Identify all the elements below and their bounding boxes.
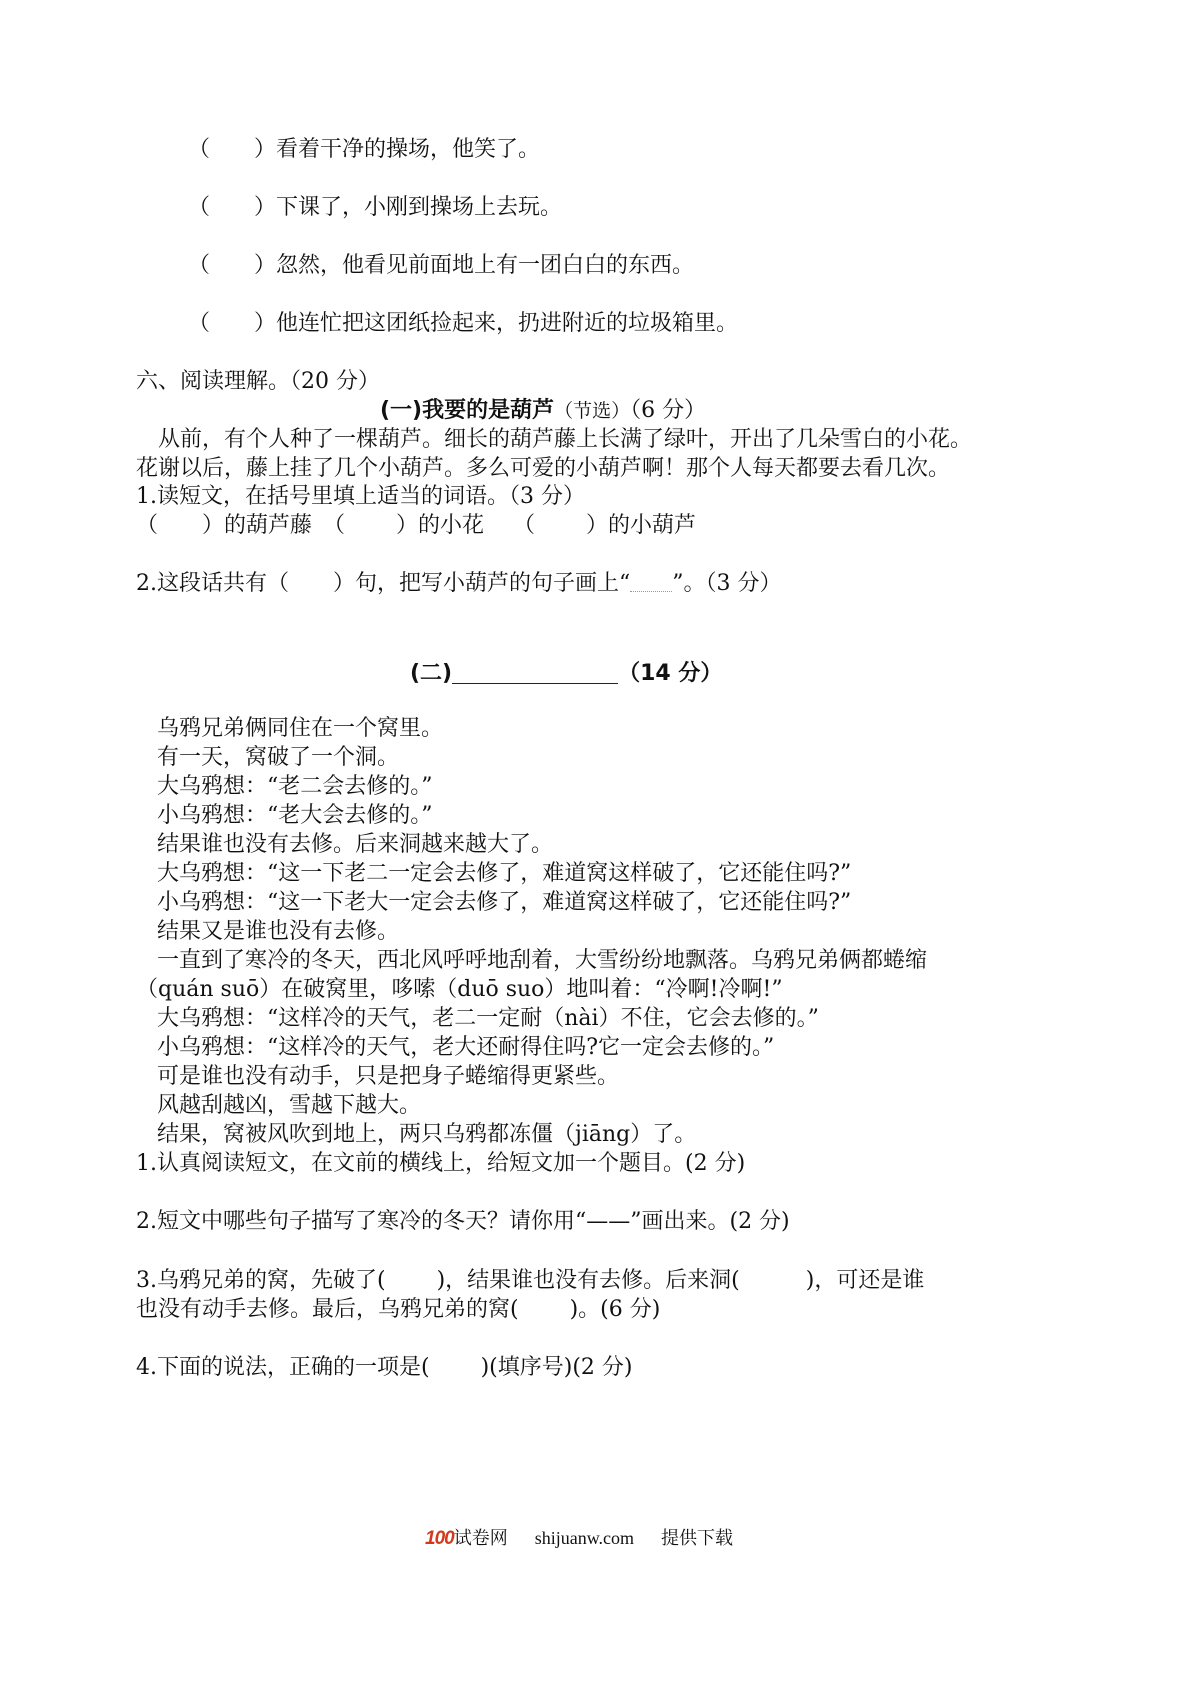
part1-title-score: （6 分） (630, 398, 707, 423)
passage-line: 乌鸦兄弟俩同住在一个窝里。 (157, 716, 444, 741)
site-logo: 100 (425, 1528, 454, 1549)
passage-line: 可是谁也没有动手，只是把身子蜷缩得更紧些。 (157, 1064, 620, 1089)
passage-line: 结果又是谁也没有去修。 (157, 919, 400, 944)
site-name: 试卷网 (453, 1528, 508, 1548)
footer (425, 1526, 733, 1551)
section-heading: 六、阅读理解。（20 分） (136, 369, 380, 394)
passage-line: 小乌鸦想：“这一下老大一定会去修了，难道窝这样破了，它还能住吗?” (157, 890, 852, 915)
part2-title-score: （14 分） (618, 661, 723, 686)
passage-line: （quán suō）在破窝里，哆嗦（duō suo）地叫着：“冷啊!冷啊!” (136, 977, 783, 1002)
question-1: 1.认真阅读短文，在文前的横线上，给短文加一个题目。(2 分) (136, 1151, 746, 1176)
question-2: 2.这段话共有（ ）句，把写小葫芦的句子画上“ ”。（3 分） (136, 571, 782, 596)
passage-line: 大乌鸦想：“这样冷的天气，老二一定耐（nài）不住，它会去修的。” (157, 1006, 819, 1031)
passage-line: 从前，有个人种了一棵葫芦。细长的葫芦藤上长满了绿叶，开出了几朵雪白的小花。 (136, 427, 973, 452)
passage-line: 风越刮越凶，雪越下越大。 (157, 1093, 422, 1118)
passage-line: 结果谁也没有去修。后来洞越来越大了。 (157, 832, 554, 857)
part1-title-main: (一)我要的是葫芦 (380, 398, 555, 423)
passage-line: 大乌鸦想：“这一下老二一定会去修了，难道窝这样破了，它还能住吗?” (157, 861, 852, 886)
question-2: 2.短文中哪些句子描写了寒冷的冬天？请你用“——”画出来。(2 分) (136, 1209, 790, 1234)
passage-line: 小乌鸦想：“老大会去修的。” (157, 803, 433, 828)
part1-title-note: （节选） (554, 400, 631, 422)
question-1-blanks: （ ）的葫芦藤 （ ）的小花 （ ）的小葫芦 (136, 513, 696, 538)
passage-line: 花谢以后，藤上挂了几个小葫芦。多么可爱的小葫芦啊！那个人每天都要去看几次。 (136, 456, 951, 481)
part2-title-prefix: (二) (410, 661, 453, 686)
question-4: 4.下面的说法，正确的一项是( )(填序号)(2 分) (136, 1355, 633, 1380)
wavy-underline-mark (630, 573, 672, 592)
site-domain: shijuanw.com (534, 1528, 635, 1548)
passage-line: 一直到了寒冷的冬天，西北风呼呼地刮着，大雪纷纷地飘落。乌鸦兄弟俩都蜷缩 (157, 948, 928, 973)
question-1: 1.读短文，在括号里填上适当的词语。（3 分） (136, 484, 585, 509)
order-item: （ ）看着干净的操场，他笑了。 (188, 137, 541, 162)
order-item: （ ）他连忙把这团纸捡起来，扔进附近的垃圾箱里。 (188, 311, 739, 336)
passage-line: 结果，窝被风吹到地上，两只乌鸦都冻僵（jiāng）了。 (157, 1122, 697, 1147)
question-3: 3.乌鸦兄弟的窝，先破了( )，结果谁也没有去修。后来洞( )，可还是谁 (136, 1268, 925, 1293)
question-3-cont: 也没有动手去修。最后，乌鸦兄弟的窝( )。(6 分) (136, 1297, 661, 1322)
order-item: （ ）下课了，小刚到操场上去玩。 (188, 195, 563, 220)
part2-title (410, 657, 722, 689)
title-blank-line (452, 657, 618, 684)
order-item: （ ）忽然，他看见前面地上有一团白白的东西。 (188, 253, 695, 278)
passage-line: 小乌鸦想：“这样冷的天气，老大还耐得住吗?它一定会去修的。” (157, 1035, 775, 1060)
download-note: 提供下载 (661, 1528, 734, 1548)
part1-title (380, 396, 706, 426)
passage-line: 大乌鸦想：“老二会去修的。” (157, 774, 433, 799)
passage-line: 有一天，窝破了一个洞。 (157, 745, 400, 770)
